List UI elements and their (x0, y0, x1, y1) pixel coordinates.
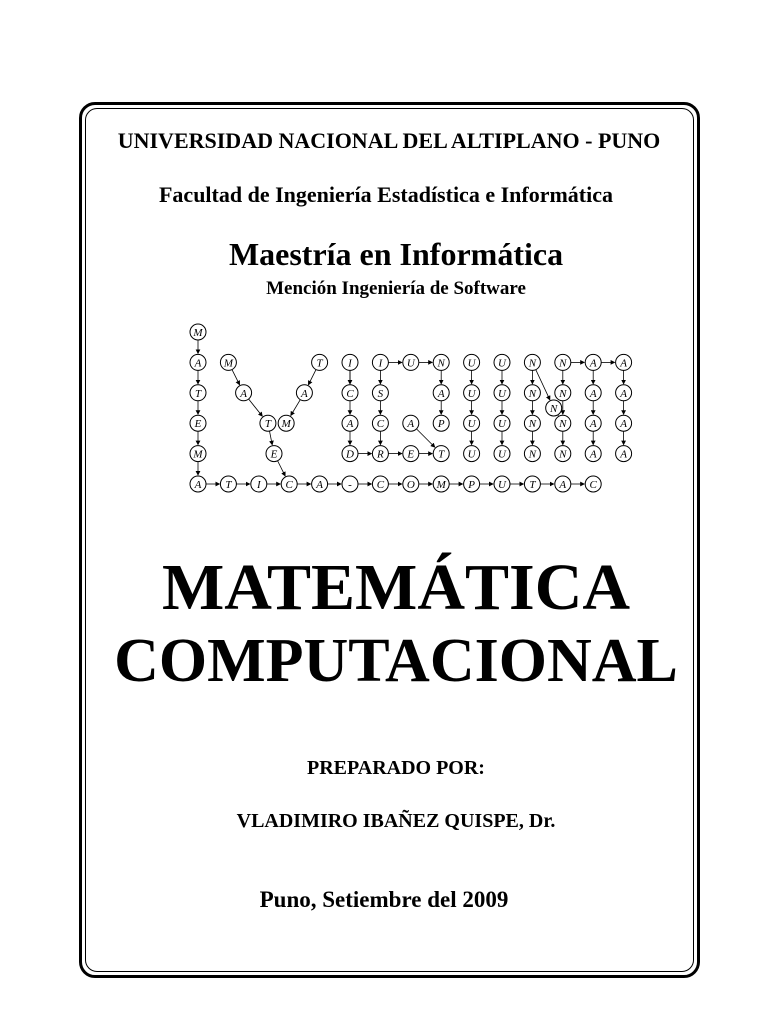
logo-node-letter: T (438, 448, 445, 461)
faculty-name: Facultad de Ingeniería Estadística e Informática (158, 182, 614, 207)
logo-node-letter: E (270, 448, 278, 461)
logo-node-letter: M (281, 418, 291, 431)
logo-node-letter: A (559, 479, 567, 491)
logo-edge (232, 370, 240, 385)
logo-node-letter: S (377, 387, 384, 400)
logo-node-letter: U (467, 418, 476, 431)
logo-node-letter: T (194, 387, 202, 400)
logo-node-letter: A (589, 357, 597, 370)
logo-node-letter: A (589, 387, 597, 400)
logo-edge (249, 399, 263, 416)
logo-node-letter: A (620, 357, 627, 370)
logo-node-letter: I (378, 357, 383, 370)
logo-node-letter: - (348, 479, 352, 491)
university-name: UNIVERSIDAD NACIONAL DEL ALTIPLANO - PUNO (117, 128, 661, 153)
logo-node-letter: I (348, 357, 352, 370)
logo-node-letter: A (620, 418, 627, 431)
logo-node-letter: A (589, 448, 597, 461)
logo-node-letter: U (467, 448, 476, 461)
main-title-line2: COMPUTACIONAL (114, 627, 678, 695)
logo-node-letter: U (498, 387, 506, 400)
logo-edge (291, 400, 300, 416)
logo-node-letter: P (468, 479, 475, 491)
logo-node-letter: N (437, 357, 445, 370)
logo-node-letter: N (528, 448, 537, 461)
place-date: Puno, Setiembre del 2009 (259, 887, 509, 912)
logo-node-letter: N (550, 403, 558, 415)
logo-node-letter: I (256, 479, 261, 491)
logo-node-letter: P (437, 418, 445, 431)
logo-node-letter: A (437, 387, 445, 400)
logo-node-letter: N (528, 357, 537, 370)
logo-node-letter: M (436, 479, 446, 491)
logo-edge (278, 461, 286, 476)
logo-node-letter: N (559, 387, 567, 400)
logo-node-letter: A (316, 479, 323, 491)
logo-node-letter: A (194, 357, 202, 370)
logo-node-letter: T (225, 479, 232, 491)
logo-node-letter: C (376, 418, 385, 431)
logo-node-letter: A (589, 418, 597, 431)
main-title-line1: MATEMÁTICA (161, 551, 631, 624)
logo-node-letter: U (498, 479, 506, 491)
logo-node-letter: O (406, 479, 415, 491)
logo-node-letter: C (376, 479, 385, 491)
logo-node-letter: U (467, 387, 476, 400)
logo-node-letter: U (406, 357, 415, 370)
logo-node-letter: M (223, 357, 233, 370)
logo-node-letter: U (498, 357, 506, 370)
logo-node-letter: C (346, 387, 354, 400)
logo-edge (416, 429, 434, 447)
program-mention: Mención Ingeniería de Software (266, 278, 526, 299)
logo-node-letter: E (194, 418, 202, 431)
logo-node-letter: A (301, 387, 308, 400)
logo-node-letter: N (528, 418, 537, 431)
logo-node-letter: M (193, 327, 203, 339)
logo-node-letter: R (377, 448, 384, 461)
logo-edge (269, 431, 272, 445)
graph-logo (180, 320, 627, 505)
logo-node-letter: C (285, 479, 293, 491)
logo-node-letter: A (346, 418, 354, 431)
logo-node-letter: E (407, 448, 415, 461)
prepared-by-label: PREPARADO POR: (307, 757, 485, 779)
logo-node-letter: D (346, 448, 354, 461)
logo-node-letter: T (264, 418, 271, 431)
logo-node-letter: A (620, 448, 627, 461)
logo-node-letter: N (528, 387, 537, 400)
logo-node-letter: T (529, 479, 536, 491)
logo-node-letter: A (240, 387, 247, 400)
logo-node-letter: U (498, 448, 506, 461)
logo-node-letter: U (498, 418, 506, 431)
logo-node-letter: A (407, 418, 415, 431)
logo-edge (308, 370, 316, 385)
logo-node-letter: N (559, 418, 567, 431)
author-name: VLADIMIRO IBAÑEZ QUISPE, Dr. (236, 810, 556, 832)
logo-node-letter: T (316, 357, 323, 370)
program-title: Maestría en Informática (228, 236, 564, 272)
logo-node-letter: C (589, 479, 597, 491)
logo-node-letter: A (620, 387, 627, 400)
logo-node-letter: A (194, 479, 202, 491)
logo-node-letter: N (559, 357, 567, 370)
logo-node-letter: U (467, 357, 476, 370)
logo-node-letter: N (559, 448, 567, 461)
logo-node-letter: M (193, 448, 203, 461)
